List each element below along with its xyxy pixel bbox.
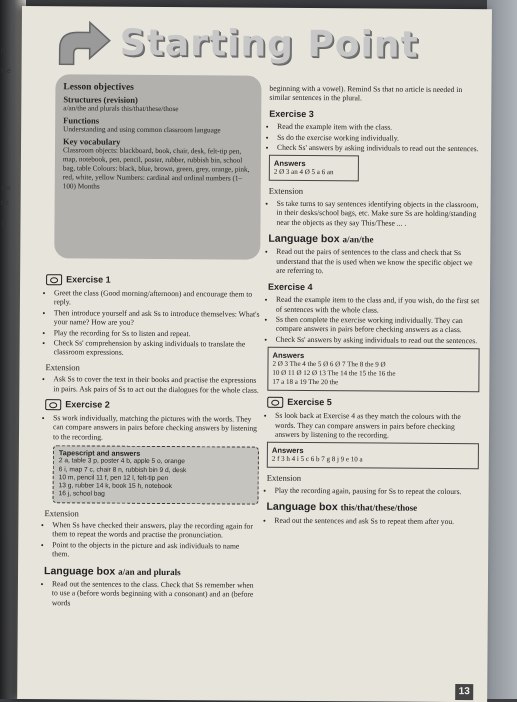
vocabulary-heading: Key vocabulary [63,136,121,147]
functions-text: Understanding and using common classroom language [63,125,221,135]
list-item: • Read the example item with the class. [277,122,481,133]
extension-heading: Extension [45,362,80,373]
tapescript-line: 6 i, map 7 c, chair 8 n, rubbish bin 9 d, desk [58,465,187,474]
margin-fragment: y [1,220,5,227]
language-box-heading: Language box this/that/these/those [266,500,418,514]
list-item: • Ss take turns to say sentences identifying objects in the classroom, in their desks/school bags, etc. Make sure Ss are holding/standing near the objects as they say This/These ... . [276,199,480,229]
answers-line: 10 Ø 11 Ø 12 Ø 13 The 14 the 15 the 16 the [272,368,396,378]
language-box-list [266,515,478,526]
right-column [266,84,481,527]
list-item: • Ask Ss to cover the text in their books and practise the expressions in pairs. Ask pairs of Ss to act out the dialogues for the whole class. [53,374,259,394]
list-item: • Then introduce yourself and ask Ss to introduce themselves: What's your name? How are you? [54,308,260,328]
tapescript-line: 10 m, pencil 11 f, pen 12 l, felt-tip pen [58,474,169,482]
exercise-3-list [269,122,481,154]
tapescript-line: 16 j, school bag [58,490,105,498]
cd-icon [46,274,62,285]
language-box-heading: Language box a/an/the [268,232,374,246]
exercise-1-list [46,288,260,358]
background-right [487,0,517,699]
answers-line: 17 a 18 a 19 The 20 the [272,377,339,387]
list-item: • Ss do the exercise working individually. [277,132,481,143]
answers-heading: Answers [271,446,304,456]
list-item: • Greet the class (Good morning/afternoon) and encourage them to reply. [54,288,260,308]
extension-list [45,374,259,394]
vocabulary-text: Classroom objects: blackboard, book, chair, desk, felt-tip pen, map, notebook, pen, pencil, poster, rubber, rubbish bin, school bag, table Colours: black, blue, brown, green, grey, orange, pink, red, white, yellow Numbers: cardinal and ordinal numbers (1–100) Months [62,146,250,191]
answers-line: 2 Ø 3 The 4 the 5 Ø 6 Ø 7 The 8 the 9 Ø [272,359,386,369]
book-page [17,6,492,702]
list-item: • Ss work individually, matching the pictures with the words. They can compare answers in pairs before checking answers by listening to the recording. [53,413,259,443]
extension-list [44,520,258,560]
exercise-4-heading: Exercise 4 [268,281,313,292]
structures-text: a/an/the and plurals this/that/these/those [63,104,179,114]
cd-icon [45,399,61,410]
list-item: • Ss look back at Exercise 4 as they match the colours with the words. They can compare answers in pairs before checking answers by listening to the recording. [275,411,479,441]
list-item: • Check Ss' answers by asking individuals to read out the sentences. [277,143,481,154]
extension-heading: Extension [266,473,302,484]
language-box-list [268,247,480,277]
tapescript-heading: Tapescript and answers [58,448,141,459]
list-item: • Read out the pairs of sentences to the class and check that Ss understand that the is used when we know the specific object we are referring to. [276,247,480,277]
objectives-heading: Lesson objectives [63,82,134,93]
language-box-heading: Language box a/an and plurals [44,564,181,578]
left-column [44,268,260,610]
extension-list [268,199,480,229]
tapescript-line: 13 g, rubber 14 k, book 15 h, notebook [58,482,172,491]
tapescript-box [53,446,259,505]
structures-heading: Structures (revision) [63,94,138,105]
page-title: Starting Point [119,22,419,66]
margin-fragment: be [1,200,9,207]
start-arrow-icon [56,18,112,70]
list-item: • Check Ss' answers by asking individuals to read out the sentences. [276,334,480,345]
exercise-3-heading: Exercise 3 [269,108,314,119]
lesson-objectives-box [54,74,261,259]
answers-box [267,442,479,469]
answers-text: 2 f 3 h 4 i 5 c 6 b 7 g 8 j 9 e 10 a [271,455,363,464]
answers-text: 2 Ø 3 an 4 Ø 5 a 6 an [273,168,334,177]
answers-heading: Answers [272,350,305,361]
continued-text: beginning with a vowel). Remind Ss that no article is needed in similar sentences in the plural. [269,83,463,103]
list-item: • Play the recording for Ss to listen and repeat. [54,328,260,339]
extension-heading: Extension [268,186,304,197]
list-item: • Check Ss' comprehension by asking individuals to translate the classroom expressions. [54,338,260,358]
list-item: • Ss then complete the exercise working individually. They can compare answers in pairs before checking answers as a class. [276,315,480,335]
list-item: • Play the recording again, pausing for Ss to repeat the colours. [275,486,479,497]
list-item: • Point to the objects in the picture and ask individuals to name them. [52,540,258,560]
list-item: • When Ss have checked their answers, play the recording again for them to repeat the words and practise the pronunciation. [52,520,258,540]
tapescript-line: 2 a, table 3 p, poster 4 b, apple 5 o, orange [58,457,185,466]
answers-heading: Answers [273,159,306,169]
page-number: 13 [455,684,473,700]
answers-box [267,347,479,392]
extension-heading: Extension [44,507,79,518]
functions-heading: Functions [63,115,100,126]
list-item: • Read out the sentences to the class. Check that Ss remember when to use a (before words beginning with a consonant) and an (before words [52,579,258,609]
exercise-2-heading: Exercise 2 [45,399,259,411]
exercise-5-heading: Exercise 5 [267,397,479,409]
exercise-5-list [267,411,479,441]
answers-box [269,155,359,182]
extension-list [267,485,479,496]
margin-fragment: le [1,48,7,55]
exercise-4-list [268,295,480,346]
language-box-list [44,579,258,609]
exercise-1-heading: Exercise 1 [46,274,260,286]
margin-fragment: the [1,68,11,75]
list-item: • Read out the sentences and ask Ss to repeat them after you. [274,515,478,526]
list-item: • Read the example item to the class and, if you wish, do the first set of sentences with the whole class. [276,295,480,315]
margin-fragment: ets [1,185,11,192]
exercise-2-list [45,413,259,443]
title-area [56,18,419,74]
cd-icon [267,397,283,408]
